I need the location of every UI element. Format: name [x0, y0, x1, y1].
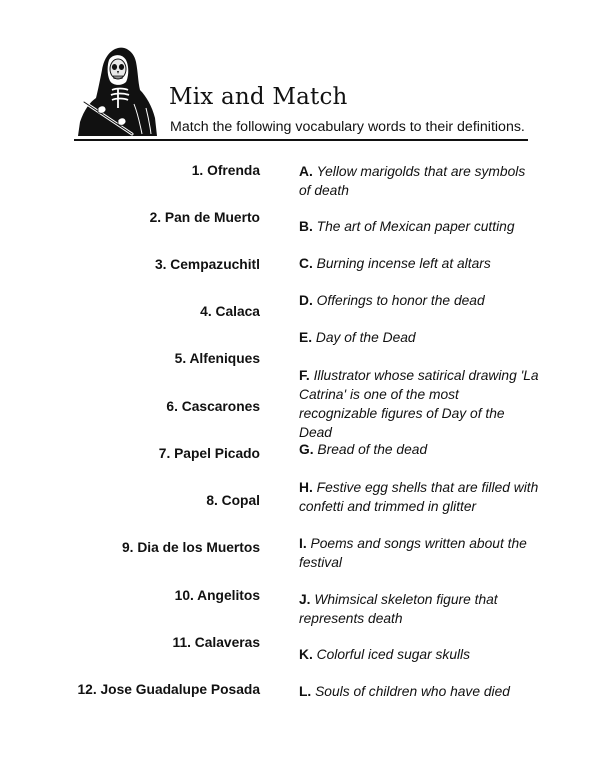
vocab-word: 11. Calaveras: [172, 635, 260, 650]
definition-text: Festive egg shells that are filled with confetti and trimmed in glitter: [299, 480, 539, 514]
header-divider: [74, 139, 528, 141]
vocab-word: 5. Alfeniques: [174, 351, 260, 366]
definition-letter: C.: [299, 256, 313, 271]
vocab-word: 2. Pan de Muerto: [149, 210, 260, 225]
definition-item: [299, 162, 539, 200]
definition-letter: A.: [299, 164, 313, 179]
vocab-word: 3. Cempazuchitl: [154, 257, 260, 272]
definition-letter: H.: [299, 480, 313, 495]
definition-letter: D.: [299, 293, 313, 308]
definition-item: [299, 366, 539, 442]
definition-item: [299, 590, 539, 628]
definition-text: Colorful iced sugar skulls: [316, 647, 471, 662]
definition-item: [299, 534, 539, 572]
definition-text: Offerings to honor the dead: [316, 293, 485, 308]
definition-item: [299, 254, 539, 273]
vocab-word: 8. Copal: [206, 493, 260, 508]
vocab-word: 1. Ofrenda: [191, 163, 260, 178]
definition-letter: I.: [299, 536, 307, 551]
page-title: Mix and Match: [169, 84, 348, 110]
definition-letter: K.: [299, 647, 313, 662]
definition-item: [299, 478, 539, 516]
definition-text: Illustrator whose satirical drawing 'La Catrina' is one of the most recognizable figures of Day of the Dead: [299, 368, 539, 440]
definition-item: [299, 328, 539, 347]
definition-item: [299, 645, 539, 664]
definition-text: Whimsical skeleton figure that represents death: [299, 592, 498, 626]
vocab-word: 10. Angelitos: [174, 588, 260, 603]
skeleton-reaper-icon: [76, 44, 158, 138]
definition-text: Burning incense left at altars: [316, 256, 491, 271]
definition-text: Bread of the dead: [317, 442, 428, 457]
definition-letter: E.: [299, 330, 313, 345]
vocab-word: 12. Jose Guadalupe Posada: [77, 682, 260, 697]
vocab-word: 6. Cascarones: [166, 399, 260, 414]
vocab-word: 4. Calaca: [200, 304, 260, 319]
definition-item: [299, 440, 539, 459]
definition-text: Souls of children who have died: [315, 684, 510, 699]
definition-letter: G.: [299, 442, 314, 457]
definition-item: [299, 291, 539, 310]
instructions: Match the following vocabulary words to their definitions.: [170, 119, 525, 135]
definition-text: Day of the Dead: [315, 330, 416, 345]
vocab-word: 7. Papel Picado: [158, 446, 260, 461]
definition-item: [299, 682, 539, 701]
vocab-word: 9. Dia de los Muertos: [121, 540, 260, 555]
definition-letter: F.: [299, 368, 310, 383]
definition-text: The art of Mexican paper cutting: [316, 219, 515, 234]
definition-text: Yellow marigolds that are symbols of death: [299, 164, 526, 198]
definition-item: [299, 217, 539, 236]
definition-letter: B.: [299, 219, 313, 234]
definition-letter: L.: [299, 684, 312, 699]
definition-text: Poems and songs written about the festival: [299, 536, 527, 570]
definition-letter: J.: [299, 592, 311, 607]
